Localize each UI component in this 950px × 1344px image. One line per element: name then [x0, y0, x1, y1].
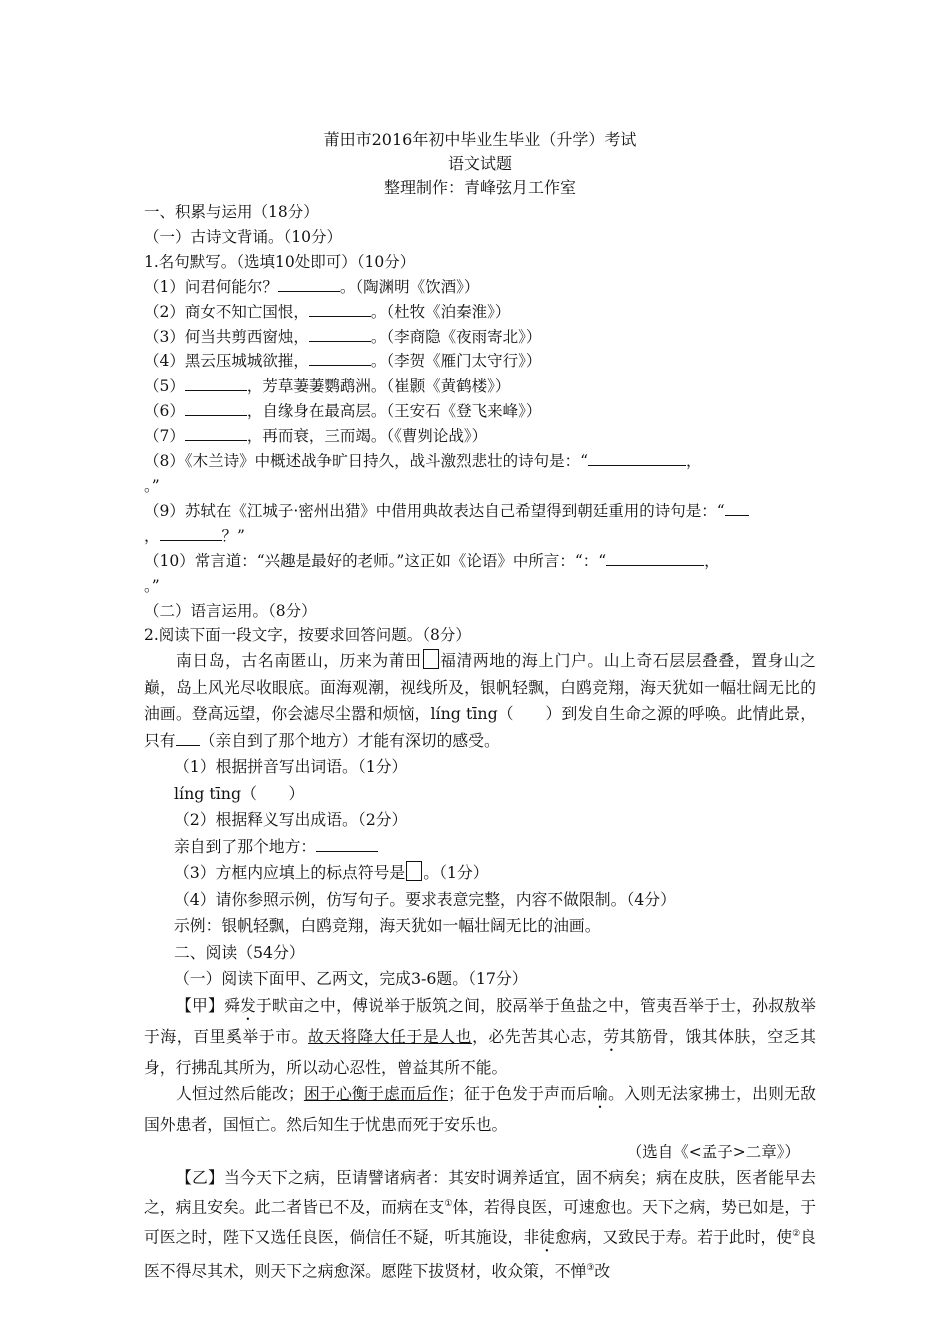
poem-item-prefix: （4）黑云压城城欲摧，	[144, 352, 309, 371]
passage-text: 福清两地的海上门户。山上奇石层层叠叠，置身山之巅，岛上风光尽收眼底。面海观潮，视线所及，银帆轻飘，白鸥竞翔，海天犹如一幅壮阔无比的油画。登高远望，你会滤尽尘嚣和烦恼，líng tīng（ ）到发自生命之源的呼唤。此情此景，只有	[144, 651, 816, 750]
text-run: 。入则无法家拂士，出则无敌国外患者，国恒亡。然后知生于忧患而死于安乐也。	[144, 1084, 816, 1135]
item9-comma: ，	[144, 526, 160, 545]
poem-item	[144, 424, 816, 449]
passage-text: （亲自到了那个地方）才能有深切的感受。	[199, 730, 500, 750]
answer-blank[interactable]	[309, 301, 371, 317]
text-run: 于畎亩之中，傅说举于版筑之间，胶鬲举于鱼盐之中，管夷吾举于士，孙叔敖举于海，百里奚举于市。	[144, 995, 816, 1046]
question-2-1: （1）根据拼音写出词语。（1分）	[174, 757, 408, 777]
question-2-2: （2）根据释义写出成语。（2分）	[174, 810, 408, 830]
footnote-mark: ①	[444, 1199, 453, 1210]
text-run: 改	[594, 1261, 611, 1281]
text-yi-para	[144, 1165, 816, 1285]
poem-item	[144, 399, 816, 424]
poem-item	[144, 275, 816, 300]
item8-comma: ，	[686, 452, 702, 471]
poem-item-8-end: 。”	[144, 476, 160, 495]
section2-sub1: （一）阅读下面甲、乙两文，完成3-6题。（17分）	[174, 969, 528, 989]
dotted-char: 劳	[603, 1026, 620, 1046]
answer-blank[interactable]	[309, 350, 371, 366]
text-run: 良医不得尽其术，则天下之病愈深。愿陛下拔贤材，收众策，不惮	[144, 1227, 816, 1281]
maker-credit: 整理制作：青峰弦月工作室	[383, 178, 576, 197]
answer-prompt: 亲自到了那个地方：	[174, 836, 317, 856]
footnote-mark: ②	[792, 1229, 801, 1240]
poem-item-9-cont	[144, 524, 816, 549]
passage-text: 南日岛，古名南匿山，历来为莆田	[176, 651, 422, 671]
answer-blank[interactable]	[606, 550, 704, 566]
poem-item	[144, 325, 816, 350]
poem-item-9	[144, 499, 816, 524]
answer-blank[interactable]	[185, 400, 247, 416]
poem-item-suffix: 。（杜牧《泊秦淮》）	[370, 302, 511, 321]
poem-item	[144, 374, 816, 399]
punctuation-box[interactable]	[406, 861, 422, 881]
exam-page	[144, 128, 816, 1285]
item9-text: （9）苏轼在《江城子·密州出猎》中借用典故表达自己希望得到朝廷重用的诗句是：“	[144, 501, 725, 520]
exam-title: 莆田市2016年初中毕业生毕业（升学）考试	[323, 130, 637, 149]
answer-blank[interactable]	[725, 500, 749, 516]
answer-blank[interactable]	[160, 525, 222, 541]
text-run: 舜	[224, 995, 241, 1015]
poem-item-prefix: （1）问君何能尔？	[144, 277, 278, 296]
text-jia-source: （选自《<孟子>二章》）	[626, 1142, 800, 1161]
text-label: 【乙】	[176, 1167, 225, 1187]
text-run: ；征于色发于声而后	[448, 1084, 593, 1104]
underlined-sentence: 困于心衡于虑而后作	[303, 1084, 449, 1104]
question-2-4: （4）请你参照示例，仿写句子。要求表意完整，内容不做限制。（4分）	[174, 889, 676, 909]
answer-blank[interactable]	[185, 375, 247, 391]
poem-item-prefix: （6）	[144, 402, 185, 421]
answer-blank[interactable]	[309, 326, 371, 342]
poem-item-suffix: 。（李商隐《夜雨寄北》）	[370, 327, 542, 346]
question-2-2-answer	[144, 834, 816, 861]
item8-text: （8）《木兰诗》中概述战争旷日持久，战斗激烈悲壮的诗句是：“	[144, 452, 589, 471]
question-2: 2.阅读下面一段文字，按要求回答问题。（8分）	[144, 626, 471, 645]
underlined-sentence: 故天将降大任于是人也	[308, 1026, 473, 1046]
poem-item-10	[144, 549, 816, 574]
section2-heading: 二、阅读（54分）	[174, 942, 305, 962]
question-2-3	[144, 860, 816, 887]
poem-item-prefix: （7）	[144, 427, 185, 446]
text-run: 愈病，又致民于寿。若于此时，使	[554, 1227, 793, 1247]
poem-item	[144, 300, 816, 325]
answer-blank[interactable]	[185, 425, 247, 441]
question-1: 1.名句默写。（选填10处即可）（10分）	[144, 252, 416, 271]
text-jia-para2	[144, 1081, 816, 1139]
question-2-4-example: 示例：银帆轻飘，白鸥竞翔，海天犹如一幅壮阔无比的油画。	[174, 916, 601, 936]
reading-passage	[144, 648, 816, 754]
poem-item-prefix: （2）商女不知亡国恨，	[144, 302, 309, 321]
footnote-mark: ③	[586, 1263, 595, 1274]
exam-subtitle: 语文试题	[447, 154, 512, 173]
dotted-char: 发	[240, 995, 257, 1015]
answer-blank[interactable]	[176, 730, 200, 746]
poem-item-prefix: （5）	[144, 377, 185, 396]
question-text: 。（1分）	[423, 863, 489, 883]
question-text: （3）方框内应填上的标点符号是	[174, 863, 406, 883]
poem-item-suffix: ，自缘身在最高层。（王安石《登飞来峰》）	[246, 402, 542, 421]
poem-item-suffix: ，芳草萋萋鹦鹉洲。（崔颢《黄鹤楼》）	[246, 377, 511, 396]
text-run: 体，若得良医，可速愈也。天下之病，势已如是，于可医之时，陛下又选任良医，倘信任不疑，听其施设，非	[144, 1197, 816, 1247]
poem-item-suffix: 。（李贺《雁门太守行》）	[370, 352, 542, 371]
poem-item-suffix: 。（陶渊明《饮酒》）	[339, 277, 480, 296]
poem-item	[144, 349, 816, 374]
text-run: ，必先苦其心志，	[472, 1026, 604, 1046]
question-2-1-answer: líng tīng（ ）	[174, 783, 305, 803]
answer-blank[interactable]	[588, 450, 686, 466]
punctuation-box[interactable]	[423, 649, 439, 669]
answer-blank[interactable]	[278, 276, 340, 292]
item10-comma: ，	[704, 551, 720, 570]
text-run: 其筋骨，饿其体肤，空乏其身，行拂乱其所为，所以动心忍性，曾益其所不能。	[144, 1026, 816, 1077]
poem-item-prefix: （3）何当共剪西窗烛，	[144, 327, 309, 346]
text-run: 当今天下之病，臣请譬诸病者：其安时调养适宜，固不病矣；病在皮肤，医者能早去之，病且安矣。此二者皆已不及，而病在支	[144, 1167, 816, 1217]
item9-end: ？”	[221, 526, 245, 545]
section1-sub1: （一）古诗文背诵。（10分）	[144, 227, 342, 246]
section1-heading: 一、积累与运用（18分）	[144, 203, 319, 221]
item10-text: （10）常言道：“兴趣是最好的老师。”这正如《论语》中所言：“：“	[144, 551, 607, 570]
dotted-char: 喻	[592, 1084, 609, 1104]
text-label: 【甲】	[176, 995, 225, 1015]
dotted-char: 徒	[539, 1227, 555, 1247]
text-run: 人恒过然后能改；	[176, 1084, 304, 1104]
answer-blank[interactable]	[316, 836, 378, 852]
section1-sub2: （二）语言运用。（8分）	[144, 601, 317, 620]
text-jia-para1	[144, 993, 816, 1082]
poem-item-8	[144, 449, 816, 474]
poem-item-10-end: 。”	[144, 576, 160, 595]
poem-item-suffix: ，再而衰，三而竭。（《曹刿论战》）	[246, 427, 488, 446]
